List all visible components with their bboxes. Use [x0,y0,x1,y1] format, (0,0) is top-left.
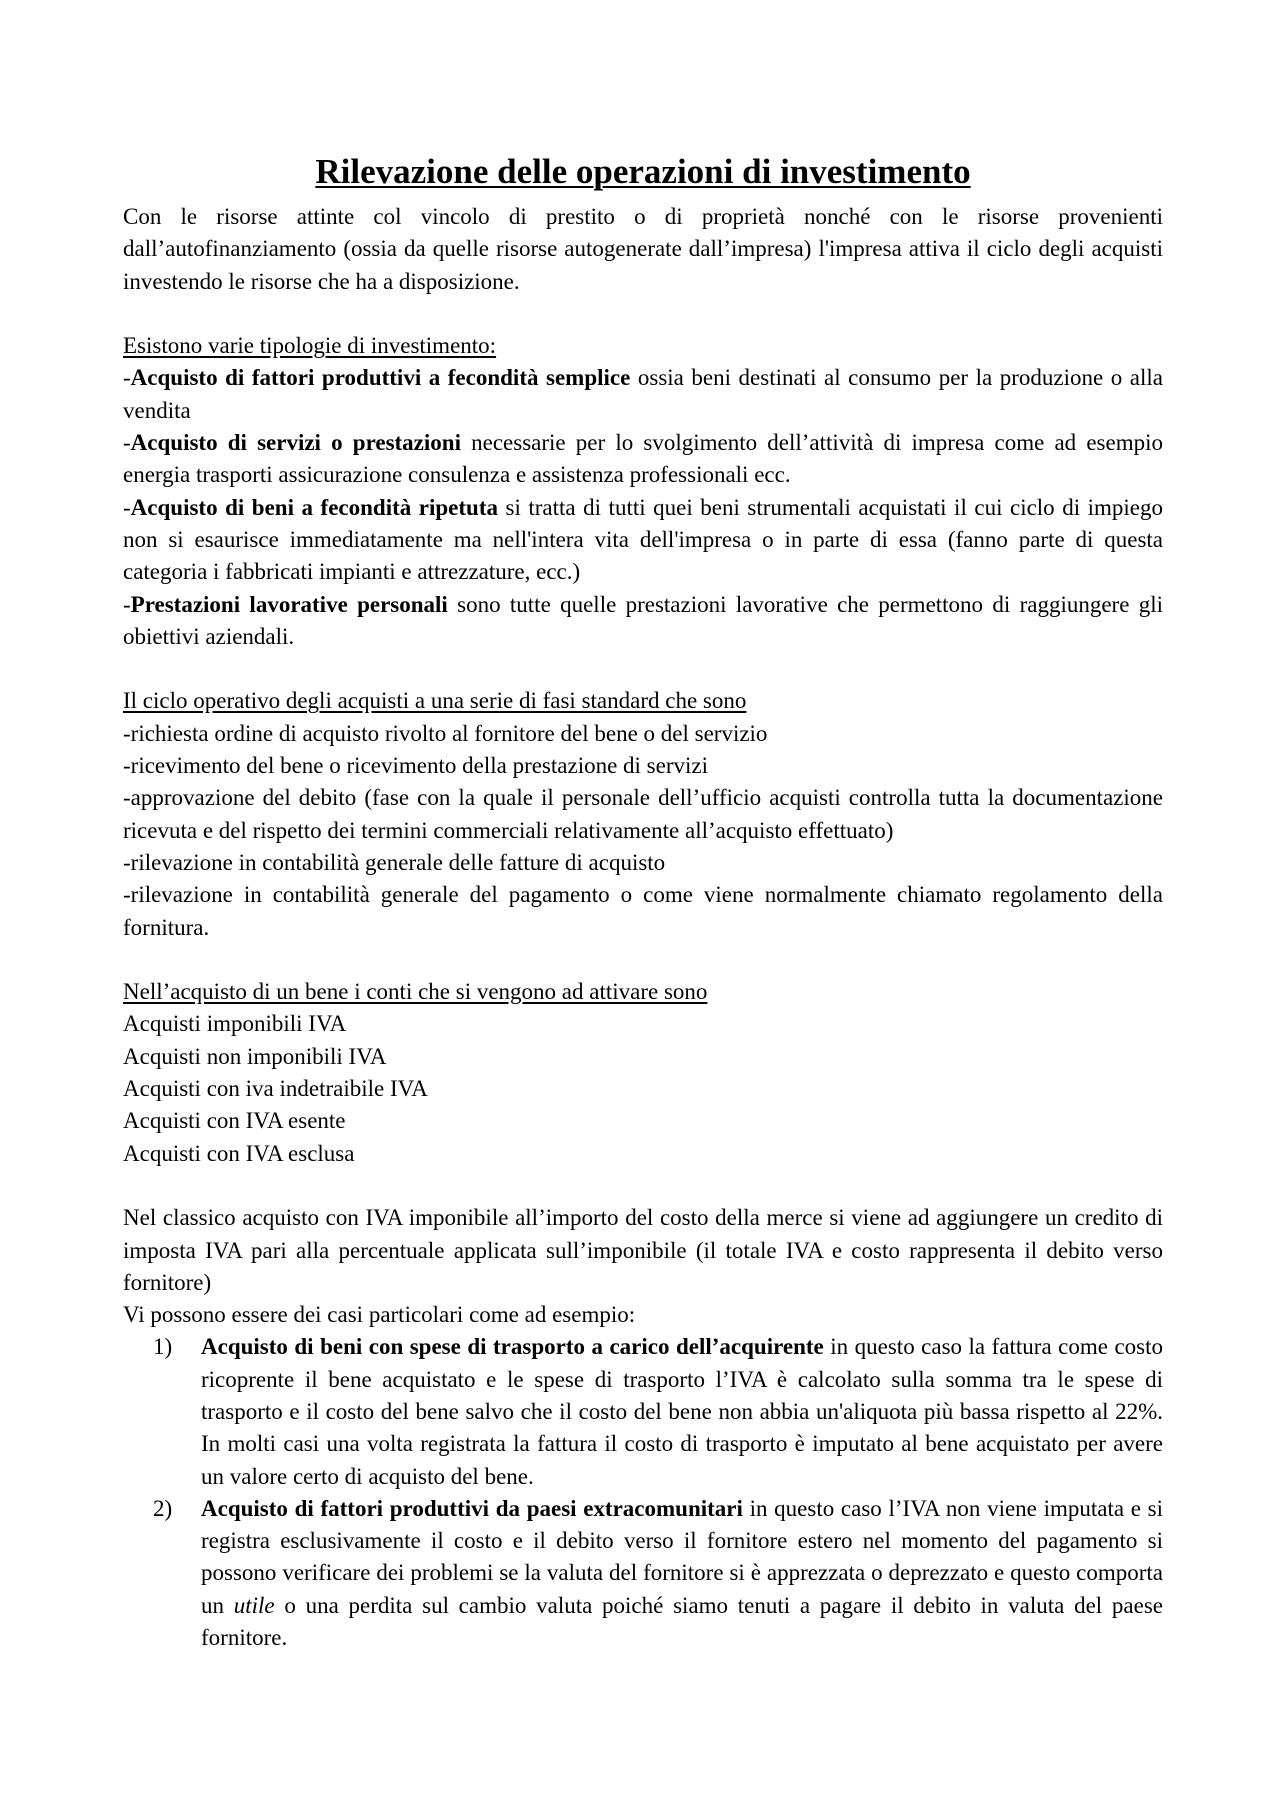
spacer [123,653,1163,685]
cycle-heading: Il ciclo operativo degli acquisti a una serie di fasi standard che sono [123,688,747,714]
special-cases-list [123,1331,1163,1654]
cycle-step: -approvazione del debito (fase con la quale il personale dell’ufficio acquisti controlla tutta la documentazione ricevuta e del rispetto dei termini commerciali relativamente all’acquisto effettuato) [123,785,1163,843]
special-cases-intro: Vi possono essere dei casi particolari come ad esempio: [123,1302,636,1328]
special-case-item [123,1331,1163,1492]
intro-paragraph: Con le risorse attinte col vincolo di prestito o di proprietà nonché con le risorse provenienti dall’autofinanziamento (ossia da quelle risorse autogenerate dall’impresa) l'impresa attiva il ciclo degli acquisti investendo le risorse che ha a disposizione. [123,204,1163,294]
spacer [123,298,1163,330]
special-case-text: Acquisto di fattori produttivi da paesi extracomunitari in questo caso l’IVA non viene imputata e si registra esclusivamente il costo e il debito verso il fornitore estero nel momento del pagamento si possono verificare dei problemi se la valuta del fornitore si è apprezzata o deprezzato e questo comporta un utile o una perdita sul cambio valuta poiché siamo tenuti a pagare il debito in valuta del paese fornitore. [201,1495,1164,1651]
investment-item: -Acquisto di beni a fecondità ripetuta si tratta di tutti quei beni strumentali acquistati il cui ciclo di impiego non si esaurisce immediatamente ma nell'intera vita dell'impresa o in parte di essa (fanno parte di questa categoria i fabbricati impianti e attrezzature, ecc.) [123,494,1163,585]
list-number: 1) [153,1334,173,1360]
document-page [123,150,1163,1654]
account-item: Acquisti non imponibili IVA [123,1043,387,1069]
spacer [123,944,1163,976]
investment-item: -Acquisto di servizi o prestazioni necessarie per lo svolgimento dell’attività di impresa come ad esempio energia trasporti assicurazione consulenza e assistenza professionali ecc. [123,430,1163,488]
cycle-step: -rilevazione in contabilità generale del pagamento o come viene normalmente chiamato regolamento della fornitura. [123,882,1163,940]
special-case-item [123,1493,1163,1654]
investments-heading: Esistono varie tipologie di investimento: [123,333,497,359]
classic-paragraph: Nel classico acquisto con IVA imponibile all’importo del costo della merce si viene ad aggiungere un credito di imposta IVA pari alla percentuale applicata sull’imponibile (il totale IVA e costo rappresenta il debito verso fornitore) [123,1205,1163,1295]
investment-item: -Acquisto di fattori produttivi a fecondità semplice ossia beni destinati al consumo per la produzione o alla vendita [123,365,1163,423]
account-item: Acquisti con IVA esente [123,1108,346,1134]
document-title: Rilevazione delle operazioni di investimento [315,152,971,191]
cycle-step: -rilevazione in contabilità generale delle fatture di acquisto [123,849,666,875]
investment-item: -Prestazioni lavorative personali sono tutte quelle prestazioni lavorative che permettono di raggiungere gli obiettivi aziendali. [123,591,1163,649]
list-number: 2) [153,1495,173,1521]
accounts-heading: Nell’acquisto di un bene i conti che si vengono ad attivare sono [123,979,708,1005]
spacer [123,1170,1163,1202]
account-item: Acquisti imponibili IVA [123,1011,347,1037]
account-item: Acquisti con IVA esclusa [123,1140,355,1166]
cycle-step: -richiesta ordine di acquisto rivolto al fornitore del bene o del servizio [123,720,768,746]
account-item: Acquisti con iva indetraibile IVA [123,1076,428,1102]
cycle-step: -ricevimento del bene o ricevimento della prestazione di servizi [123,753,708,779]
special-case-text: Acquisto di beni con spese di trasporto a carico dell’acquirente in questo caso la fattura come costo ricoprente il bene acquistato e le spese di trasporto l’IVA è calcolato sulla somma tra le spese di trasporto e il costo del bene salvo che il costo del bene non abbia un'aliquota più bassa rispetto al 22%. In molti casi una volta registrata la fattura il costo di trasporto è imputato al bene acquistato per avere un valore certo di acquisto del bene. [201,1334,1163,1489]
